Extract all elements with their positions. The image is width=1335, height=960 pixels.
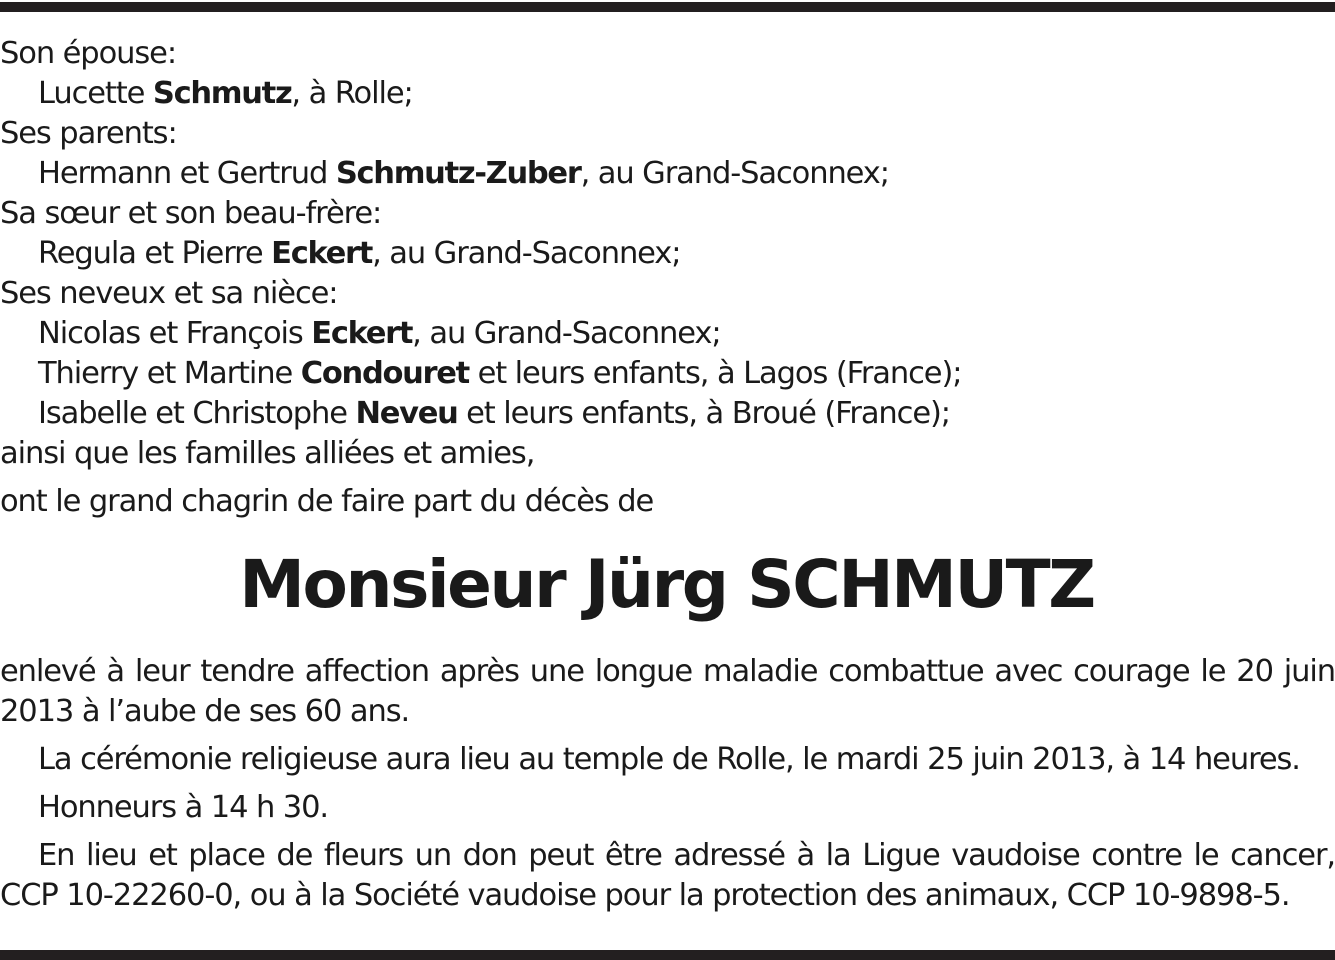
family-heading-spouse: Son épouse: [0,36,176,71]
member-first-names: Lucette [38,76,145,111]
donation-paragraph: En lieu et place de fleurs un don peut être adressé à la Ligue vaudoise contre le cancer, CCP 10-22260-0, ou à la Société vaudoise pour la protection des animaux, CCP 10-9898-5. [0,838,1335,913]
member-location: , au Grand-Saconnex; [580,156,889,191]
member-surname: Schmutz-Zuber [335,156,581,191]
bottom-border-rule [0,950,1335,960]
member-location: et leurs enfants, à Lagos (France); [468,356,962,391]
honours-paragraph: Honneurs à 14 h 30. [38,790,328,825]
member-location: , au Grand-Saconnex; [412,316,721,351]
member-location: , à Rolle; [291,76,413,111]
family-heading-nephews: Ses neveux et sa nièce: [0,276,338,311]
member-surname: Condouret [300,356,469,391]
member-first-names: Isabelle et Christophe [38,396,347,431]
ceremony-paragraph: La cérémonie religieuse aura lieu au temple de Rolle, le mardi 25 juin 2013, à 14 heures. [38,742,1300,777]
member-surname: Eckert [311,316,413,351]
family-heading-parents: Ses parents: [0,116,177,151]
family-member-nephew-3 [0,394,1335,434]
family-member-nephew-2 [0,354,1335,394]
member-surname: Neveu [355,396,458,431]
member-first-names: Thierry et Martine [38,356,293,391]
family-member-nephew-1 [0,314,1335,354]
deceased-name: Monsieur Jürg SCHMUTZ [239,546,1094,623]
member-first-names: Hermann et Gertrud [38,156,328,191]
family-member-spouse [0,74,1335,114]
family-heading-allied: ainsi que les familles alliées et amies, [0,436,535,471]
death-paragraph: enlevé à leur tendre affection après une longue maladie combattue avec courage le 20 juin 2013 à l’aube de ses 60 ans. [0,654,1335,729]
member-first-names: Regula et Pierre [38,236,263,271]
family-member-parents [0,154,1335,194]
announcement-text: ont le grand chagrin de faire part du décès de [0,484,654,519]
family-member-sister [0,234,1335,274]
family-heading-sister: Sa sœur et son beau-frère: [0,196,382,231]
death-notice [0,34,1335,916]
member-location: , au Grand-Saconnex; [372,236,681,271]
member-surname: Eckert [271,236,373,271]
member-location: et leurs enfants, à Broué (France); [457,396,950,431]
member-surname: Schmutz [152,76,292,111]
member-first-names: Nicolas et François [38,316,303,351]
top-border-rule [0,2,1335,12]
